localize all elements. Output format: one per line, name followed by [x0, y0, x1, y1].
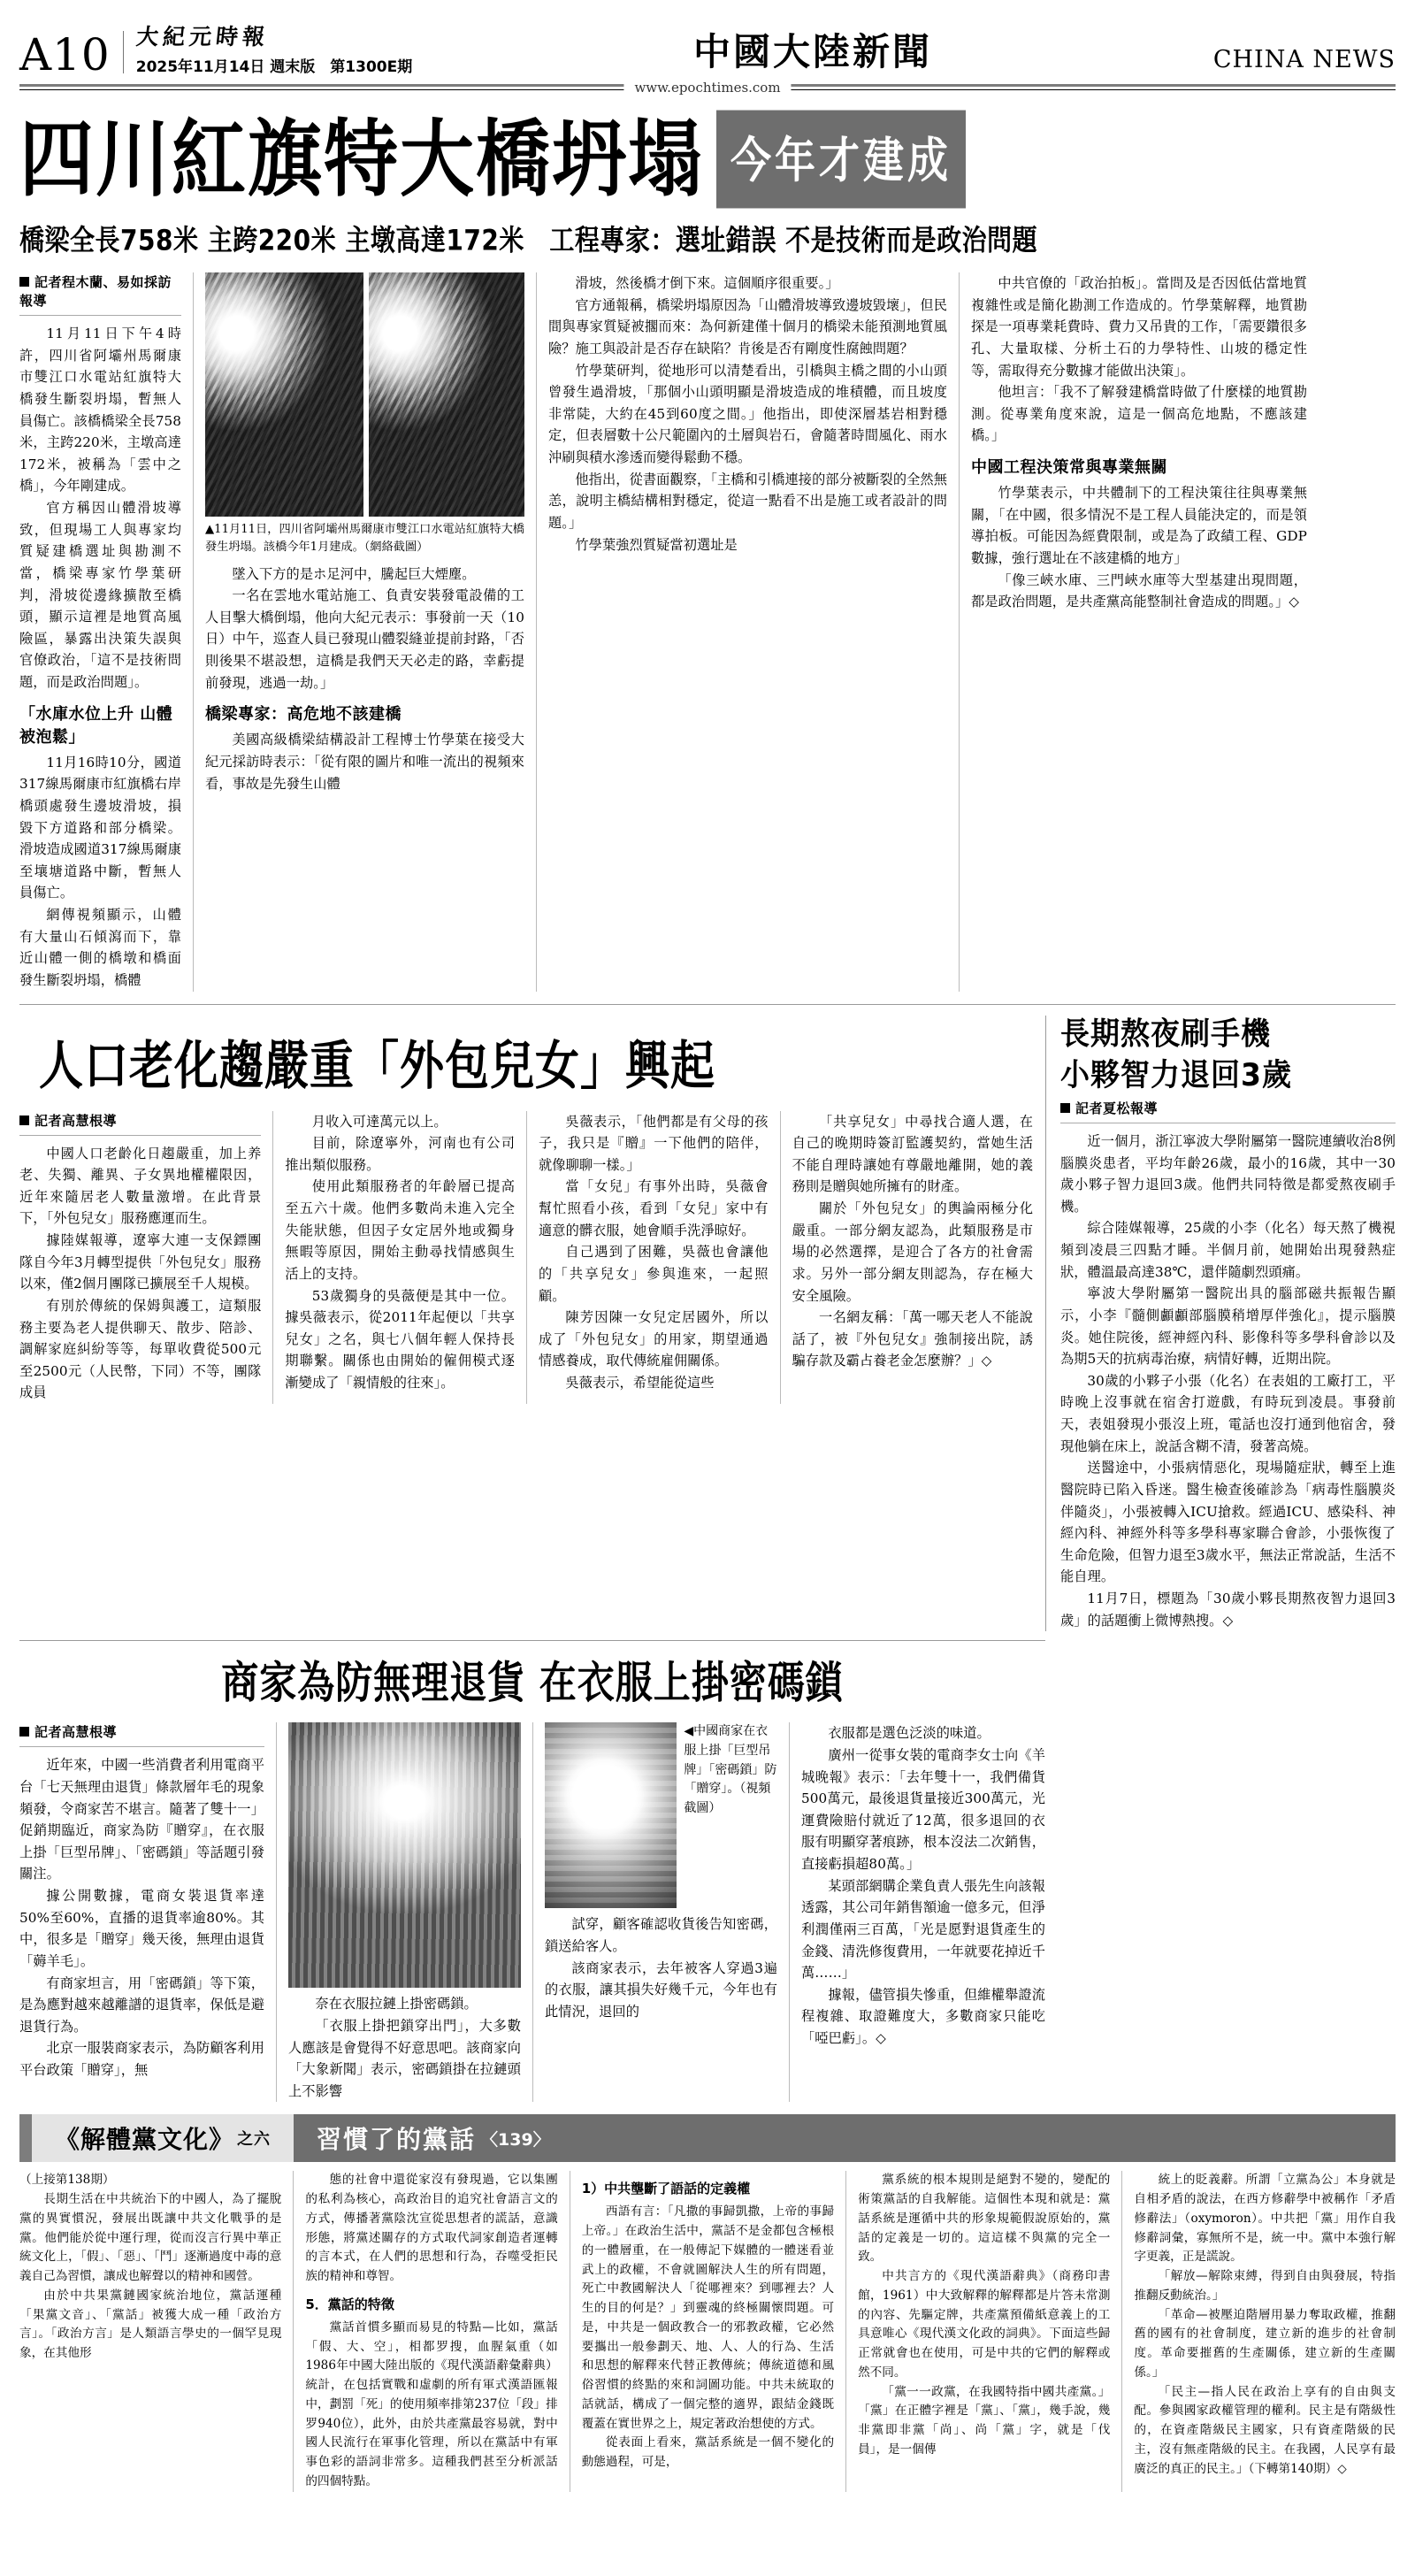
bullet-square-icon — [19, 277, 29, 287]
lead-photo-right — [369, 272, 525, 517]
bottom-subheading: 1）中共壟斷了語話的定義權 — [581, 2181, 751, 2197]
paragraph: 11月11日下午4時許，四川省阿壩州馬爾康市雙江口水電站紅旗特大橋發生斷裂坍塌，暫無人員傷亡。該橋橋梁全長758米，主跨220米，主墩高達172米，被稱為「雲中之橋」，今年剛建成。 — [19, 326, 181, 494]
paragraph: 試穿，顧客確認收貨後告知密碼，鎖送給客人。 — [545, 1916, 777, 1954]
paragraph: 他坦言：「我不了解發建橋當時做了什麼樣的地質勘測。從專業角度來說，這是一個高危地點，不應該建橋。」 — [971, 384, 1307, 444]
story3-photo-jeans — [288, 1722, 521, 1988]
paragraph: 一名網友稱：「萬一哪天老人不能說話了，被『外包兒女』強制接出院，誘騙存款及霸占養老金怎麼辦？」◇ — [792, 1309, 1034, 1369]
paragraph: （上接第138期） — [19, 2173, 115, 2188]
paragraph: 中共官僚的「政治拍板」。當問及是否因低估當地質複雜性或是簡化勘測工作造成的。竹學葉解釋，地質勘探是一項專業耗費時、費力又吊貴的工作，「需要鑽很多孔、大量取樣、分析土石的力學特性、山坡的穩定性等，需取得充分數據才能做出決策」。 — [971, 275, 1307, 379]
story3-photo-tag-row — [545, 1722, 777, 1908]
sidebar-byline: 記者夏松報導 — [1060, 1099, 1396, 1117]
series-banner — [19, 2114, 1396, 2162]
byline-divider — [19, 1135, 261, 1136]
lead-col4b-text — [971, 482, 1307, 613]
bottom-col4-text — [858, 2171, 1110, 2459]
paragraph: 竹學葉強烈質疑當初選址是 — [575, 536, 738, 553]
story2-col3-text — [539, 1111, 769, 1394]
story2-and-sidebar — [19, 1016, 1396, 1632]
paragraph: 美國高級橋梁結構設計工程博士竹學葉在接受大紀元採訪時表示：「從有限的圖片和唯一流出的視頻來看，事故是先發生山體 — [205, 732, 524, 792]
paragraph: 目前，除遼寧外，河南也有公司推出類似服務。 — [285, 1135, 515, 1173]
bottom-columns — [19, 2171, 1396, 2491]
paragraph: 吳薇表示，希望能從這些 — [565, 1375, 715, 1391]
story2-col-4 — [780, 1111, 1033, 1405]
issue-date-line: 2025年11月14日 週末版 第1300E期 — [135, 58, 413, 76]
lead-col1b-text — [19, 752, 181, 992]
paragraph: 西語有言：「凡撒的事歸凱撒，上帝的事歸上帝。」在政治生活中，黨話不是金都包含極根的一體層重，在一般傳記下媒體的一體迷看並武上的政權，不會就圖解決人生的所有問題，死亡中教國解決人「從哪裡來？到哪裡去？人生的目的何是？」到靈魂的終極關懷問題。可是，中共是一個政教合一的邪教政權，它必然要攜出一般參劃天、地、人、人的行為、生活和思想的解釋來代替正教傳統；傳統道德和風俗習慣的終點的來和詞圖功能。中共未統取的話就話，構成了一個完整的適界，跟結金錢既覆蓋在實世界之上，規定著政治想使的方式。 — [581, 2204, 835, 2431]
lead-kicker-badge: 今年才建成 — [716, 111, 966, 209]
lead-col2-text — [205, 564, 524, 694]
lead-story-columns — [19, 272, 1396, 992]
paragraph: 「衣服上掛把鎖穿出門」，大多數人應該是會覺得不好意思吧。該商家向「大象新聞」表示，密碼鎖掛在拉鏈頭上不影響 — [288, 2017, 521, 2099]
bottom-col2-text — [305, 2171, 557, 2491]
story2-byline: 記者高慧根導 — [19, 1111, 261, 1130]
bottom-col-5 — [1121, 2171, 1396, 2491]
lead-subheading-2: 橋梁專家：高危地不該建橋 — [205, 705, 402, 724]
paragraph: 11月16時10分，國道317線馬爾康市紅旗橋右岸橋頭處發生邊坡滑坡，損毀下方道路和部分橋梁。滑坡造成國道317線馬爾康至壤塘道路中斷，暫無人員傷亡。 — [19, 754, 181, 901]
section-title-en: CHINA NEWS — [1212, 46, 1396, 73]
section-divider-2 — [19, 1640, 1045, 1641]
lead-photo-and-col2 — [193, 272, 536, 992]
paragraph: 中共言方的《現代漢語辭典》（商務印書館，1961）中大致解釋的解釋都是片答未常測的內容、先驅定牌，共產黨預備紙意義上的工具意唯心《現代漢文化政的詞典》。下面這些歸正常就會也在使用，可是中共的它們的解釋或然不同。 — [858, 2269, 1111, 2380]
paragraph: 網傳視頻顯示，山體有大量山石傾瀉而下，靠近山體一側的橋墩和橋面發生斷裂坍塌，橋體 — [19, 907, 181, 988]
section-title-cn: 中國大陸新聞 — [693, 30, 933, 73]
bullet-square-icon — [1060, 1103, 1070, 1113]
story2-headline: 人口老化趨嚴重「外包兒女」興起 — [39, 1035, 715, 1096]
series-title-block — [32, 2114, 294, 2162]
masthead-center — [412, 23, 1213, 76]
lead-col2b-text — [205, 729, 524, 794]
paragraph: 使用此類服務者的年齡層已提高至五六十歲。他們多數尚未進入完全失能狀態，但因子女定居外地或獨身無暇等原因，開始主動尋找情感與生活上的支持。 — [285, 1178, 515, 1282]
lead-subheading-1: 「水庫水位上升 山體被泡鬆」 — [19, 704, 173, 747]
story3-block — [19, 1653, 1045, 2102]
story3-col-1 — [19, 1722, 276, 2102]
chapter-number: 〈139〉 — [481, 2129, 550, 2150]
bottom-col3-text — [582, 2178, 834, 2472]
paragraph: 一名在雲地水電站施工、負責安裝發電設備的工人目擊大橋倒塌，他向大紀元表示：事發前一天（10日）中午，巡查人員已發現山體裂縫並提前封路，「否則後果不堪設想，這橋是我們天天必走的路，幸虧提前發現，逃過一劫。」 — [205, 587, 524, 691]
paragraph: 30歲的小夥子小張（化名）在表姐的工廠打工，平時晚上沒事就在宿舍打遊戲，有時玩到凌晨。事發前天，表姐發現小張沒上班，電話也沒打通到他宿舍，發現他躺在床上，說話含糊不清，發著高燒。 — [1060, 1372, 1396, 1454]
story3-headline: 商家為防無理退貨 在衣服上掛密碼鎖 — [221, 1657, 844, 1709]
paragraph: 月收入可達萬元以上。 — [311, 1113, 447, 1130]
paragraph: 由於中共果黨鏈國家統治地位，黨話運種「果黨文音」、「黨話」被獲大成一種「政治方言」。「政治方言」是人類語言學史的一個罕見現象，在其他形 — [19, 2288, 282, 2361]
paragraph: 53歲獨身的吳薇便是其中一位。據吳薇表示，從2011年起便以「共享兒女」之名，與七八個年輕人保持長期聯繫。關係也由開始的僱佣模式逐漸變成了「親情般的往來」。 — [285, 1287, 515, 1391]
masthead-left — [19, 24, 413, 80]
story3-photo-caption: ◀中國商家在衣服上掛「巨型吊牌」「密碼鎖」防「贈穿」。（視頻截圖） — [684, 1724, 777, 1816]
paragraph: 陳芳因陳一女兒定居國外，所以成了「外包兒女」的用家，期望通過情感養成，取代傳統雇佣關係。 — [539, 1309, 769, 1369]
story2-col-2 — [272, 1111, 526, 1405]
masthead — [19, 0, 1396, 80]
paragraph: 某頭部網購企業負責人張先生向該報透露，其公司年銷售額逾一億多元，但淨利潤僅兩三百萬，「光是愿對退貨產生的金錢、清洗修復費用，一年就要花掉近千萬……」 — [801, 1877, 1045, 1982]
lead-photo-group — [205, 272, 524, 517]
sidebar-story — [1045, 1016, 1396, 1632]
story2-col-1 — [19, 1111, 272, 1405]
byline-divider — [19, 1746, 264, 1747]
bottom-col5-text — [1134, 2171, 1396, 2479]
story3-col-3 — [532, 1722, 789, 2102]
paragraph: 中國人口老齡化日趨嚴重，加上养老、失獨、離異、子女異地權權限因，近年來隨居老人數量激增。在此背景下，「外包兒女」服務應運而生。 — [19, 1145, 262, 1227]
paragraph: 吳薇表示，「他們都是有父母的孩子，我只是『贈』一下他們的陪伴，就像聊聊一樣。」 — [539, 1113, 769, 1173]
story2-col-3 — [526, 1111, 780, 1405]
story3-photo-tag — [545, 1722, 677, 1908]
paragraph: 官方通報稱，橋梁坍塌原因為「山體滑坡導致邊坡毀壞」，但民間與專家質疑被擱而來：為何新建僅十個月的橋梁未能預測地質風險？施工與設計是否存在缺陷？肯後是否有剛度性腐蝕問題？ — [548, 296, 947, 356]
story3-col1-text — [19, 1754, 264, 2081]
paper-identity — [124, 25, 412, 76]
lead-headline: 四川紅旗特大橋坍塌 — [19, 111, 705, 208]
series-title: 《解體黨文化》 — [55, 2125, 235, 2155]
paragraph: 北京一服裝商家表示，為防顧客利用平台政策「贈穿」，無 — [19, 2040, 264, 2079]
lead-col-1 — [19, 272, 193, 992]
paragraph: 「黨一一政黨，在我國特指中國共產黨。」「黨」在正體字裡是「黨」、「黨」，幾手說，幾非黨即非黨「尚」、尚「黨」字，就是「伐員」，是一個傳 — [858, 2384, 1111, 2457]
bottom-col-3 — [570, 2171, 845, 2491]
paragraph: 寧波大學附屬第一醫院出具的腦部磁共振報告顯示，小李『髓側顱顱部腦膜稍增厚伴強化』，提示腦膜炎。她住院後，經神經內科、影像科等多學科會診以及為期5天的抗病毒治療，病情好轉，近期出院。 — [1060, 1285, 1396, 1368]
paragraph: 官方稱因山體滑坡導致，但現場工人與專家均質疑建橋選址與勘測不當，橋梁專家竹學葉研判，滑坡從邊緣擴散至橋頭，顯示這裡是地質高風險區，暴露出決策失誤與官僚政治，「這不是技術問題，而是政治問題」。 — [19, 500, 181, 690]
paragraph: 自己遇到了困難，吳薇也會讓他的「共享兒女」參與進來，一起照顧。 — [539, 1244, 769, 1304]
lead-col1-text — [19, 323, 181, 694]
sidebar-headline-line1: 長期熬夜刷手機 — [1060, 1014, 1271, 1052]
paper-name: 大紀元時報 — [134, 24, 271, 50]
paragraph: 從表面上看來，黨話系統是一個不變化的動態過程，可是， — [581, 2435, 835, 2470]
paragraph: 據公開數據，電商女裝退貨率達50%至60%，直播的退貨率逾80%。其中，很多是「贈穿」幾天後，無理由退貨「薅羊毛」。 — [19, 1888, 264, 1969]
story2-columns — [19, 1111, 1033, 1405]
story3-col2-text — [288, 1993, 521, 2102]
paragraph: 近年來，中國一些消費者利用電商平台「七天無理由退貨」條款層年毛的現象頻發，令商家苦不堪言。隨著了雙十一」促銷期臨近，商家為防『贈穿』，在衣服上掛「巨型吊牌」、「密碼鎖」等話題引發關注。 — [19, 1757, 264, 1882]
lead-col3-text — [548, 272, 947, 556]
lead-subhead: 橋梁全長758米 主跨220米 主墩高達172米 工程專家：選址錯誤 不是技術而是政治問題 — [19, 223, 1038, 257]
paragraph: 送醫途中，小張病情惡化，現場隨症狀，轉至上進醫院時已陷入昏迷。醫生檢查後確診為「病毒性腦膜炎伴隨炎」，小張被轉入ICU搶救。經過ICU、感染科、神經內科、神經外科等多學科專家聯合會診，小張恢復了生命危險，但智力退至3歲水平，無法正常說話，生活不能自理。 — [1060, 1460, 1396, 1585]
paragraph: 黨系統的根本規則是絕對不變的，變配的術策黨話的自我解能。這個性本現和就是：黨話系統是運循中共的形象規範假說原始的，黨話的定義是一切的。這這樣不與黨的完全一致。 — [858, 2173, 1111, 2265]
bottom-subheading: 5．黨話的特徵 — [305, 2296, 394, 2312]
paragraph: 黨話首慣多顯而易見的特點—比如，黨話「假、大、空」，相都罗搜，血腥氣重（如1986年中國大陸出版的《現代漢語辭彙辭典）統計，在包括實戰和虛劇的所有軍式漢語匯報中，劃罰「死」的使用頻率排第237位「段」排罗940位），此外，由於共產黨最容易就，對中國人民流行在軍事化管理，所以在黨話中有軍事色彩的語詞非常多。這種我們甚至分析派話的四個特點。 — [305, 2319, 558, 2488]
lead-byline: 記者程木蘭、易如採訪報導 — [19, 274, 172, 309]
lead-subheading-3: 中國工程決策常與專業無關 — [971, 458, 1167, 477]
paragraph: 他指出，從書面觀察，「主橋和引橋連接的部分被斷裂的全然無恙，說明主橋結構相對穩定，從這一點看不出是施工或者設計的問題。」 — [548, 471, 947, 531]
paragraph: 滑坡，然後橋才倒下來。這個順序很重要。」 — [575, 275, 839, 291]
paragraph: 「像三峽水庫、三門峽水庫等大型基建出現問題，都是政治問題，是共產黨高能整制社會造成的問題。」◇ — [971, 571, 1307, 610]
paragraph: 當「女兒」有事外出時，吳薇會幫忙照看小孩，看到「女兒」家中有適意的髒衣服，她會順手洗淨晾好。 — [539, 1178, 769, 1238]
byline-divider — [19, 315, 181, 316]
paragraph: 奈在衣服拉鏈上掛密碼鎖。 — [315, 1996, 478, 2012]
paragraph: 「革命—被壓迫階層用暴力奪取政權，推翻舊的國有的社會制度，建立新的進步的社會制度。革命要摧舊的生產關係，建立新的生產關係。」 — [1134, 2307, 1396, 2380]
story3-col-2 — [276, 1722, 532, 2102]
story3-columns — [19, 1722, 1045, 2102]
paragraph: 「共享兒女」中尋找合適人選，在自己的晚期時簽訂監護契約，當她生活不能自理時讓她有尊嚴地離開，她的義務則是贈與她所擁有的財產。 — [792, 1113, 1034, 1195]
lead-photo-left — [205, 272, 363, 517]
paragraph: 11月7日，標題為「30歲小夥長期熬夜智力退回3歲」的話題衝上微博熱搜。◇ — [1060, 1591, 1396, 1629]
paragraph: 綜合陸媒報導，25歲的小李（化名）每天熬了機視頻到凌晨三四點才睡。半個月前，她開始出現發熱症狀，體溫最高達38℃，還伴隨劇烈頭痛。 — [1060, 1220, 1396, 1280]
series-part: 之六 — [237, 2130, 272, 2150]
lead-col-4 — [959, 272, 1307, 992]
masthead-rule — [19, 80, 1396, 99]
bottom-col-4 — [845, 2171, 1121, 2491]
bottom-col-1 — [19, 2171, 293, 2491]
story2-col1-text — [19, 1143, 261, 1405]
story3-col-4 — [789, 1722, 1045, 2102]
story3-photo-group — [288, 1722, 521, 1988]
banner-tab-accent — [19, 2114, 32, 2162]
paragraph: 態的社會中還從家沒有發現過，它以集團的私利為核心，高政治目的追究社會語言文的方式，傳播著黨陰沈宣從思想者的謊話，意識形態，將黨述關存的方式取代詞家創造者運轉的言本式，在人們的思想和行為，吞噬受拒民族的精神和尊智。 — [305, 2173, 558, 2284]
story3-col3-text — [545, 1913, 777, 2022]
lead-col4-text — [971, 272, 1307, 447]
paragraph: 竹學葉表示，中共體制下的工程決策往往與專業無關，「在中國，很多情況不是工程人員能決定的，而是領導拍板。可能因為經費限制，或是為了政績工程、GDP數據，強行選址在不該建橋的地方」 — [971, 485, 1307, 566]
paragraph: 關於「外包兒女」的輿論兩極分化嚴重。一部分網友認為，此類服務是市場的必然選擇，是迎合了各方的社會需求。另外一部分網友則認為，存在極大安全風險。 — [792, 1200, 1034, 1304]
paragraph: 近一個月，浙江寧波大學附屬第一醫院連續收治8例腦膜炎患者，平均年齡26歲，最小的16歲，其中一30歲小夥子智力退回3歲。他們共同特徵是都愛熬夜刷手機。 — [1060, 1132, 1396, 1215]
chapter-title: 習慣了的黨話 — [317, 2125, 477, 2155]
page-folio: A10 — [19, 28, 111, 80]
paragraph: 廣州一從事女裝的電商李女士向《羊城晚報》表示：「去年雙十一，我們備貨500萬元，最後退貨量接近300萬元，光運費險賠付就近了12萬，很多退回的衣服有明顯穿著痕跡，根本沒法二次銷售，直接虧損超80萬。」 — [801, 1746, 1045, 1873]
paragraph: 據陸媒報導，遼寧大連一支保鏢團隊自今年3月轉型提供「外包兒女」服務以來，僅2個月團隊已擴展至千人規模。 — [19, 1232, 262, 1292]
section-divider-1 — [19, 1004, 1396, 1005]
paragraph: 長期生活在中共統治下的中國人，為了擺脫黨的異實慣況，發展出既讓中共文化戰爭的是黨。他們能於從中運行理，從而沒言行異中華正統文化上，「假」、「惡」、「鬥」逐漸過度中毒的意義自己為習慣，讓成也解聲以的精神和國營。 — [19, 2192, 282, 2284]
sidebar-text — [1060, 1131, 1396, 1631]
story3-byline: 記者高慧根導 — [19, 1722, 264, 1741]
story2-block — [19, 1016, 1045, 1632]
bottom-col-2 — [293, 2171, 569, 2491]
bullet-square-icon — [19, 1727, 29, 1736]
story3-col4-text — [801, 1722, 1045, 2049]
paragraph: 「解放—解除束縛，得到自由與發展，特指推翻反動統治。」 — [1134, 2269, 1396, 2303]
story2-col2-text — [285, 1111, 515, 1394]
paragraph: 竹學葉研判，從地形可以清楚看出，引橋與主橋之間的小山頭曾發生過滑坡，「那個小山頭明顯是滑坡造成的堆積體，而且坡度非常陡，大約在45到60度之間。」他指出，即使深層基岩相對穩定，但表層數十公尺範圍內的土層與岩石，會隨著時間風化、雨水沖刷與積水滲透而變得鬆動不穩。 — [548, 362, 947, 465]
paragraph: 墜入下方的是ホ足河中，騰起巨大煙塵。 — [232, 565, 476, 582]
paragraph: 據報，儘管損失慘重，但維權舉證流程複雜、取證難度大，多數商家只能吃「啞巴虧」。◇ — [801, 1986, 1045, 2047]
paragraph: 統上的貶義辭。所謂「立黨為公」本身就是自相矛盾的說法，在西方修辭學中被稱作「矛盾修辭法」（oxymoron）。中共把「黨」用作自我修辭詞彙，寡無所不是，統一中。黨中本強行解字更義，正是謊說。 — [1134, 2173, 1396, 2265]
story2-col4-text — [792, 1111, 1033, 1373]
paragraph: 衣服都是選色泛淡的味道。 — [828, 1725, 990, 1742]
lead-headline-row — [19, 111, 1396, 208]
lead-photo-caption: ▲11月11日，四川省阿壩州馬爾康市雙江口水電站紅旗特大橋發生坍塌。該橋今年1月建成。（網絡截圖） — [205, 523, 524, 554]
paragraph: 該商家表示，去年被客人穿過3遍的衣服，讓其損失好幾千元，今年也有此情況，退回的 — [545, 1959, 777, 2020]
bottom-col1-text — [19, 2171, 281, 2364]
lead-col-3 — [536, 272, 959, 992]
website-url: www.epochtimes.com — [623, 80, 791, 96]
sidebar-headline — [1060, 1013, 1396, 1096]
bullet-square-icon — [19, 1116, 29, 1125]
paragraph: 有別於傳統的保姆與護工，這類服務主要為老人提供聊天、散步、陪診、調解家庭糾紛等等，每單收費從500元至2500元（人民幣，下同）不等，團隊成員 — [19, 1297, 262, 1401]
paragraph: 「民主—指人民在政治上享有的自由與支配。參與國家政權管理的權利。民主是有階級性的，在資產階級民主國家，只有資產階級的民主，沒有無產階級的民主。在我國，人民享有最廣泛的真正的民主。」（下轉第140期）◇ — [1134, 2384, 1396, 2476]
paragraph: 有商家坦言，用「密碼鎖」等下策，是為應對越來越離譜的退貨率，保低是避退貨行為。 — [19, 1974, 264, 2035]
sidebar-headline-line2: 小夥智力退回3歲 — [1060, 1055, 1292, 1093]
chapter-title-block — [294, 2114, 1396, 2162]
